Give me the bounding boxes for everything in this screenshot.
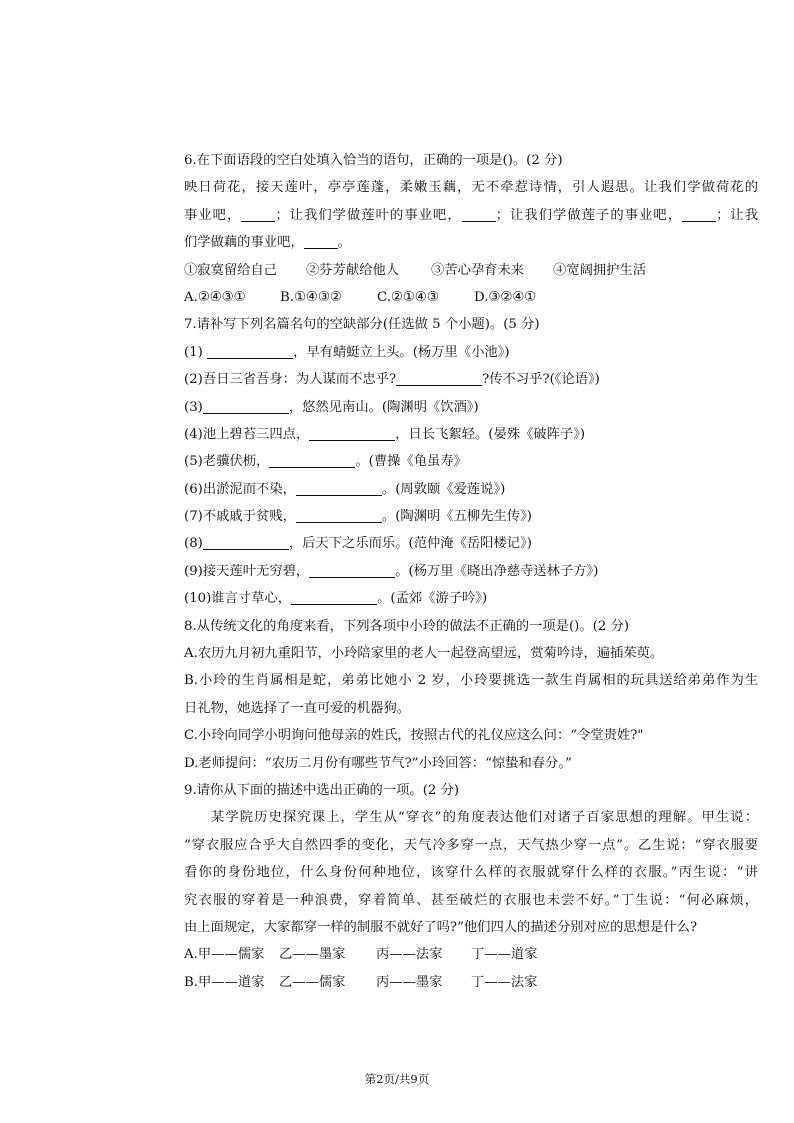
q7-line-8: (8) ，后天下之乐而乐。(范仲淹《岳阳楼记》) xyxy=(184,536,532,552)
answer-blank[interactable] xyxy=(304,233,338,249)
q6-option-c[interactable]: C.②①④③ xyxy=(377,289,439,305)
q7-line-10: (10)谁言寸草心， 。(孟郊《游子吟》) xyxy=(184,591,488,607)
answer-blank[interactable] xyxy=(682,206,716,222)
q6-item: ④宽阔拥护生活 xyxy=(553,262,647,278)
answer-blank[interactable] xyxy=(269,452,355,468)
q8-title: 8.从传统文化的角度来看，下列各项中小玲的做法不正确的一项是()。(2 分) xyxy=(184,618,630,634)
q7-line-5: (5)老骥伏枥， 。(曹操《龟虽寿》 xyxy=(184,454,467,470)
q6-passage-line-3: 们学做藕的事业吧， 。 xyxy=(184,235,351,251)
answer-blank[interactable] xyxy=(203,398,289,414)
q6-item: ①寂寞留给自己 xyxy=(184,262,278,278)
q6-item: ③苦心孕育未来 xyxy=(431,262,525,278)
q8-option-a[interactable]: A.农历九月初九重阳节，小玲陪家里的老人一起登高望远，赏菊吟诗，遍插茱萸。 xyxy=(184,646,664,662)
q6-passage-line-1: 映日荷花，接天莲叶，亭亭莲蓬，柔嫩玉藕，无不牵惹诗情，引人遐思。让我们学做荷花的 xyxy=(184,180,758,196)
answer-blank[interactable] xyxy=(396,370,482,386)
q9-passage-line-2: “穿衣服应合乎大自然四季的变化，天气冷多穿一点，天气热少穿一点”。乙生说：“穿衣服要 xyxy=(184,837,758,853)
q7-line-6: (6)出淤泥而不染， 。(周敦颐《爱莲说》) xyxy=(184,481,506,497)
q8-option-b-line-1[interactable]: B.小玲的生肖属相是蛇，弟弟比她小 2 岁，小玲要挑选一款生肖属相的玩具送给弟弟作为生 xyxy=(184,673,758,689)
q7-line-3: (3) ，悠然见南山。(陶渊明《饮酒》) xyxy=(184,399,479,415)
q9-passage-line-1: 某学院历史探究课上，学生从“穿衣”的角度表达他们对诸子百家思想的理解。甲生说： xyxy=(211,810,758,826)
q7-line-2: (2)吾日三省吾身：为人谋而不忠乎? ?传不习乎?(《论语》) xyxy=(184,372,600,388)
q9-passage-line-5: 由上面规定，大家都穿一样的制服不就好了吗?”他们四人的描述分别对应的思想是什么? xyxy=(184,919,698,935)
q9-passage-line-4: 究衣服的穿着是一种浪费，穿着简单、甚至破烂的衣服也未尝不好。”丁生说：“何必麻烦， xyxy=(184,892,758,908)
q8-option-c[interactable]: C.小玲向同学小明询问他母亲的姓氏，按照古代的礼仪应这么问：“令堂贵姓?" xyxy=(184,728,644,744)
q6-option-d[interactable]: D.③②④① xyxy=(474,289,537,305)
q6-option-b[interactable]: B.①④③② xyxy=(280,289,342,305)
q6-item: ②芬芳献给他人 xyxy=(306,262,400,278)
answer-blank[interactable] xyxy=(203,534,289,550)
answer-blank[interactable] xyxy=(309,425,395,441)
answer-blank[interactable] xyxy=(241,206,275,222)
answer-blank[interactable] xyxy=(462,206,496,222)
q6-answers xyxy=(184,284,758,311)
q7-line-9: (9)接天莲叶无穷碧， 。(杨万里《晓出净慈寺送林子方》) xyxy=(184,563,599,579)
q9-passage-line-3: 看你的身份地位，什么身份何种地位，该穿什么样的衣服就穿什么样的衣服。”丙生说：“讲 xyxy=(184,865,758,881)
answer-blank[interactable] xyxy=(309,562,395,578)
q9-option-b[interactable]: B.甲——道家 乙——儒家 丙——墨家 丁——法家 xyxy=(184,974,538,990)
q7-line-7: (7)不戚戚于贫贱， 。(陶渊明《五柳先生传》) xyxy=(184,509,532,525)
q8-option-d[interactable]: D.老师提问：“农历二月份有哪些节气?”小玲回答：“惊蛰和春分。” xyxy=(184,755,572,771)
q6-title: 6.在下面语段的空白处填入恰当的语句，正确的一项是()。(2 分) xyxy=(184,153,563,168)
q8-option-b-line-2[interactable]: 日礼物，她选择了一直可爱的机器狗。 xyxy=(184,700,411,716)
answer-blank[interactable] xyxy=(207,343,293,359)
q7-line-1: (1) ，早有蜻蜓立上头。(杨万里《小池》) xyxy=(184,344,510,360)
page-number-footer: 第2页/共9页 xyxy=(364,1072,430,1086)
q9-title: 9.请你从下面的描述中选出正确的一项。(2 分) xyxy=(184,782,460,798)
q6-option-a[interactable]: A.②④③① xyxy=(184,289,246,305)
q7-line-4: (4)池上碧苔三四点， ，日长飞絮轻。(晏殊《破阵子》) xyxy=(184,426,586,442)
answer-blank[interactable] xyxy=(296,480,382,496)
q6-passage-line-2: 事业吧， ；让我们学做莲叶的事业吧， ；让我们学做莲子的事业吧， ；让我 xyxy=(184,207,759,223)
answer-blank[interactable] xyxy=(291,589,377,605)
answer-blank[interactable] xyxy=(296,507,382,523)
q9-option-a[interactable]: A.甲——儒家 乙——墨家 丙——法家 丁——道家 xyxy=(184,947,538,963)
q6-items xyxy=(184,257,758,284)
q7-title: 7.请补写下列名篇名句的空缺部分(任选做 5 个小题)。(5 分) xyxy=(184,317,540,333)
page-content xyxy=(184,147,758,996)
